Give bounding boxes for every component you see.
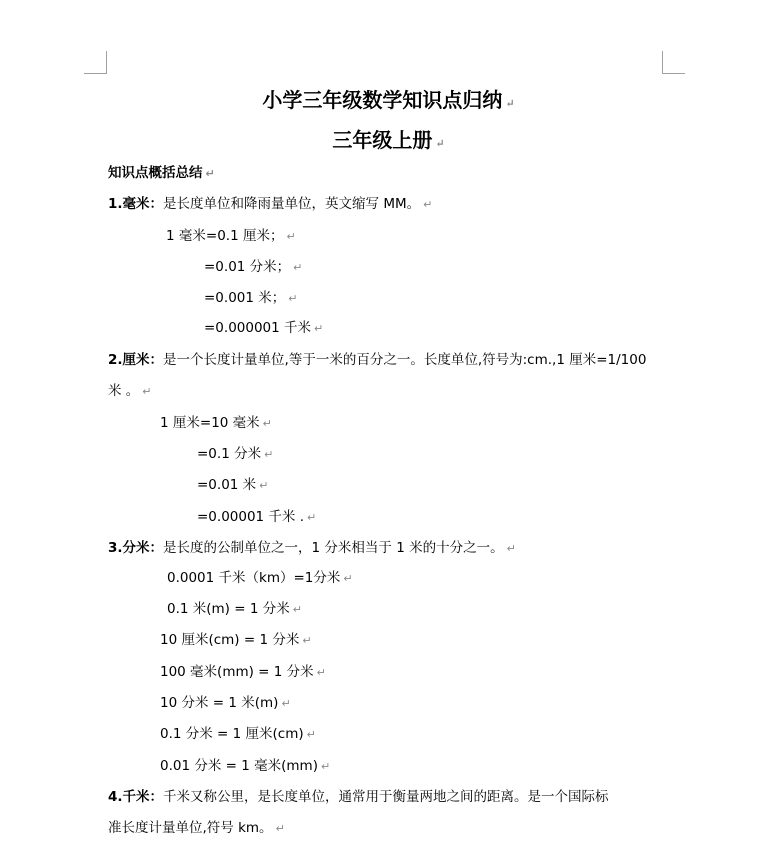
item-2-line: =0.01 米 ↵ — [197, 477, 269, 493]
paragraph-mark: ↵ — [505, 97, 515, 110]
item-1-line: =0.001 米； ↵ — [204, 290, 298, 306]
section-heading: 知识点概括总结 ↵ — [108, 165, 215, 181]
paragraph-mark: ↵ — [205, 167, 215, 180]
item-3-line: 100 毫米(mm) = 1 分米 ↵ — [160, 664, 326, 680]
item-3-line: 0.1 米(m) = 1 分米 ↵ — [167, 601, 302, 617]
item-1-line: 1 毫米=0.1 厘米； ↵ — [166, 228, 296, 244]
item-1-text: 是长度单位和降雨量单位，英文缩写 MM。 — [163, 196, 421, 212]
item-3-line: 0.1 分米 = 1 厘米(cm) ↵ — [160, 726, 316, 742]
item-2 — [108, 350, 646, 370]
item-3-line: 0.0001 千米（km）=1分米 ↵ — [167, 570, 353, 586]
item-2-text: 是一个长度计量单位,等于一米的百分之一。长度单位,符号为:cm.,1 厘米=1/100 — [163, 352, 647, 368]
item-4 — [108, 787, 609, 807]
item-1-line: =0.000001 千米 ↵ — [204, 320, 324, 336]
item-3-text: 是长度的公制单位之一，1 分米相当于 1 米的十分之一。 — [163, 540, 504, 556]
document-subtitle: 三年级上册 ↵ — [332, 128, 445, 152]
item-4-text-cont: 准长度计量单位,符号 km。 ↵ — [108, 820, 285, 836]
item-2-line: 1 厘米=10 毫米 ↵ — [160, 415, 272, 431]
paragraph-mark: ↵ — [506, 542, 516, 555]
paragraph-mark: ↵ — [423, 198, 433, 211]
item-4-label: 4.千米： — [108, 789, 164, 805]
item-1-line: =0.01 分米； ↵ — [204, 259, 303, 275]
item-1 — [108, 194, 432, 215]
item-3-line: 10 分米 = 1 米(m) ↵ — [160, 695, 291, 711]
item-3 — [108, 538, 516, 559]
item-2-text-cont: 米 。 ↵ — [108, 383, 152, 399]
page-corner-top-left — [84, 51, 107, 74]
page-corner-top-right — [662, 51, 685, 74]
item-3-line: 10 厘米(cm) = 1 分米 ↵ — [160, 632, 312, 648]
item-2-label: 2.厘米： — [108, 352, 164, 368]
item-4-text: 千米又称公里，是长度单位，通常用于衡量两地之间的距离。是一个国际标 — [163, 789, 609, 805]
item-2-line: =0.00001 千米 . ↵ — [197, 509, 317, 525]
item-1-label: 1.毫米： — [108, 196, 164, 212]
item-3-line: 0.01 分米 = 1 毫米(mm) ↵ — [160, 758, 331, 774]
paragraph-mark: ↵ — [435, 137, 445, 150]
item-3-label: 3.分米： — [108, 540, 164, 556]
document-title: 小学三年级数学知识点归纳 ↵ — [262, 88, 515, 112]
item-2-line: =0.1 分米 ↵ — [197, 446, 274, 462]
